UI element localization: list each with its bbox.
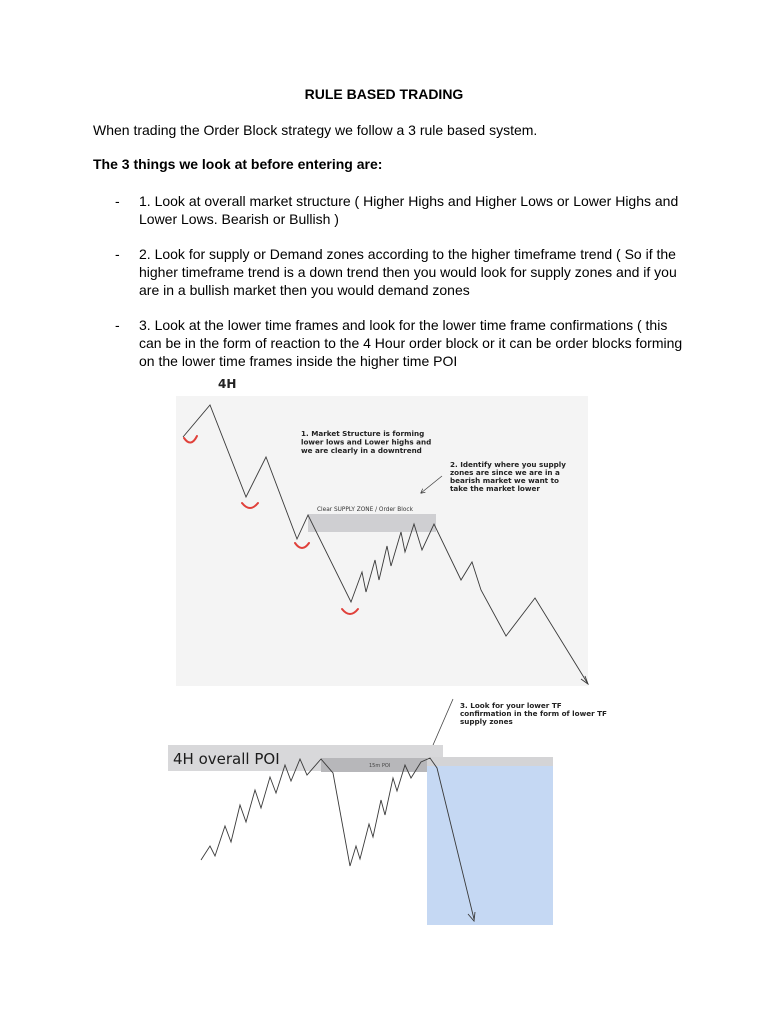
rules-subheading: The 3 things we look at before entering are: (93, 156, 383, 172)
note-line: lower lows and Lower highs and (301, 437, 432, 447)
note-line: bearish market we want to (450, 476, 559, 485)
note-line: 2. Identify where you supply (450, 460, 566, 469)
rule-item-2 (93, 245, 683, 299)
diagram-canvas (170, 372, 607, 932)
lower-tf-note (460, 701, 609, 726)
bullet-dash: - (115, 317, 120, 333)
rule-text: 1. Look at overall market structure ( Higher Highs and Higher Lows or Lower Highs and Lower Lows. Bearish or Bullish ) (139, 193, 679, 227)
note-line: we are clearly in a downtrend (301, 446, 422, 455)
bullet-dash: - (115, 246, 120, 262)
note-line: zones are since we are in a (450, 468, 560, 477)
market-structure-note (301, 429, 434, 455)
note-line: confirmation in the form of lower TF (460, 709, 607, 718)
order-block-diagram (170, 372, 607, 932)
note-line: supply zones (460, 717, 513, 726)
rule-item-3 (93, 316, 683, 370)
rule-text: 3. Look at the lower time frames and look for the lower time frame confirmations ( this can be in the form of reaction to the 4 Hour order block or it can be order blocks forming on the lower time frames inside the higher time POI (139, 317, 683, 369)
supply-zone-band (308, 514, 436, 532)
rule-item-1 (93, 192, 683, 228)
note-line: 1. Market Structure is forming (301, 429, 425, 438)
rule-text: 2. Look for supply or Demand zones according to the higher timeframe trend ( So if the higher timeframe trend is a down trend then you would look for supply zones and if you are in a bullish market then you would demand zones (139, 246, 677, 298)
rules-list (93, 192, 683, 387)
document-title: RULE BASED TRADING (304, 86, 464, 102)
lower-tf-arrow (430, 699, 453, 752)
entry-zone-top-band (427, 757, 553, 766)
timeframe-label: 4H (218, 377, 237, 391)
supply-zone-label: Clear SUPPLY ZONE / Order Block (317, 507, 413, 513)
bullet-dash: - (115, 193, 120, 209)
overall-poi-label: 4H overall POI (173, 750, 280, 768)
note-line: 3. Look for your lower TF (460, 701, 562, 710)
note-line: take the market lower (450, 484, 540, 493)
intro-paragraph: When trading the Order Block strategy we follow a 3 rule based system. (93, 122, 538, 138)
small-poi-label: 15m POI (369, 763, 391, 769)
entry-zone-box (427, 757, 553, 925)
